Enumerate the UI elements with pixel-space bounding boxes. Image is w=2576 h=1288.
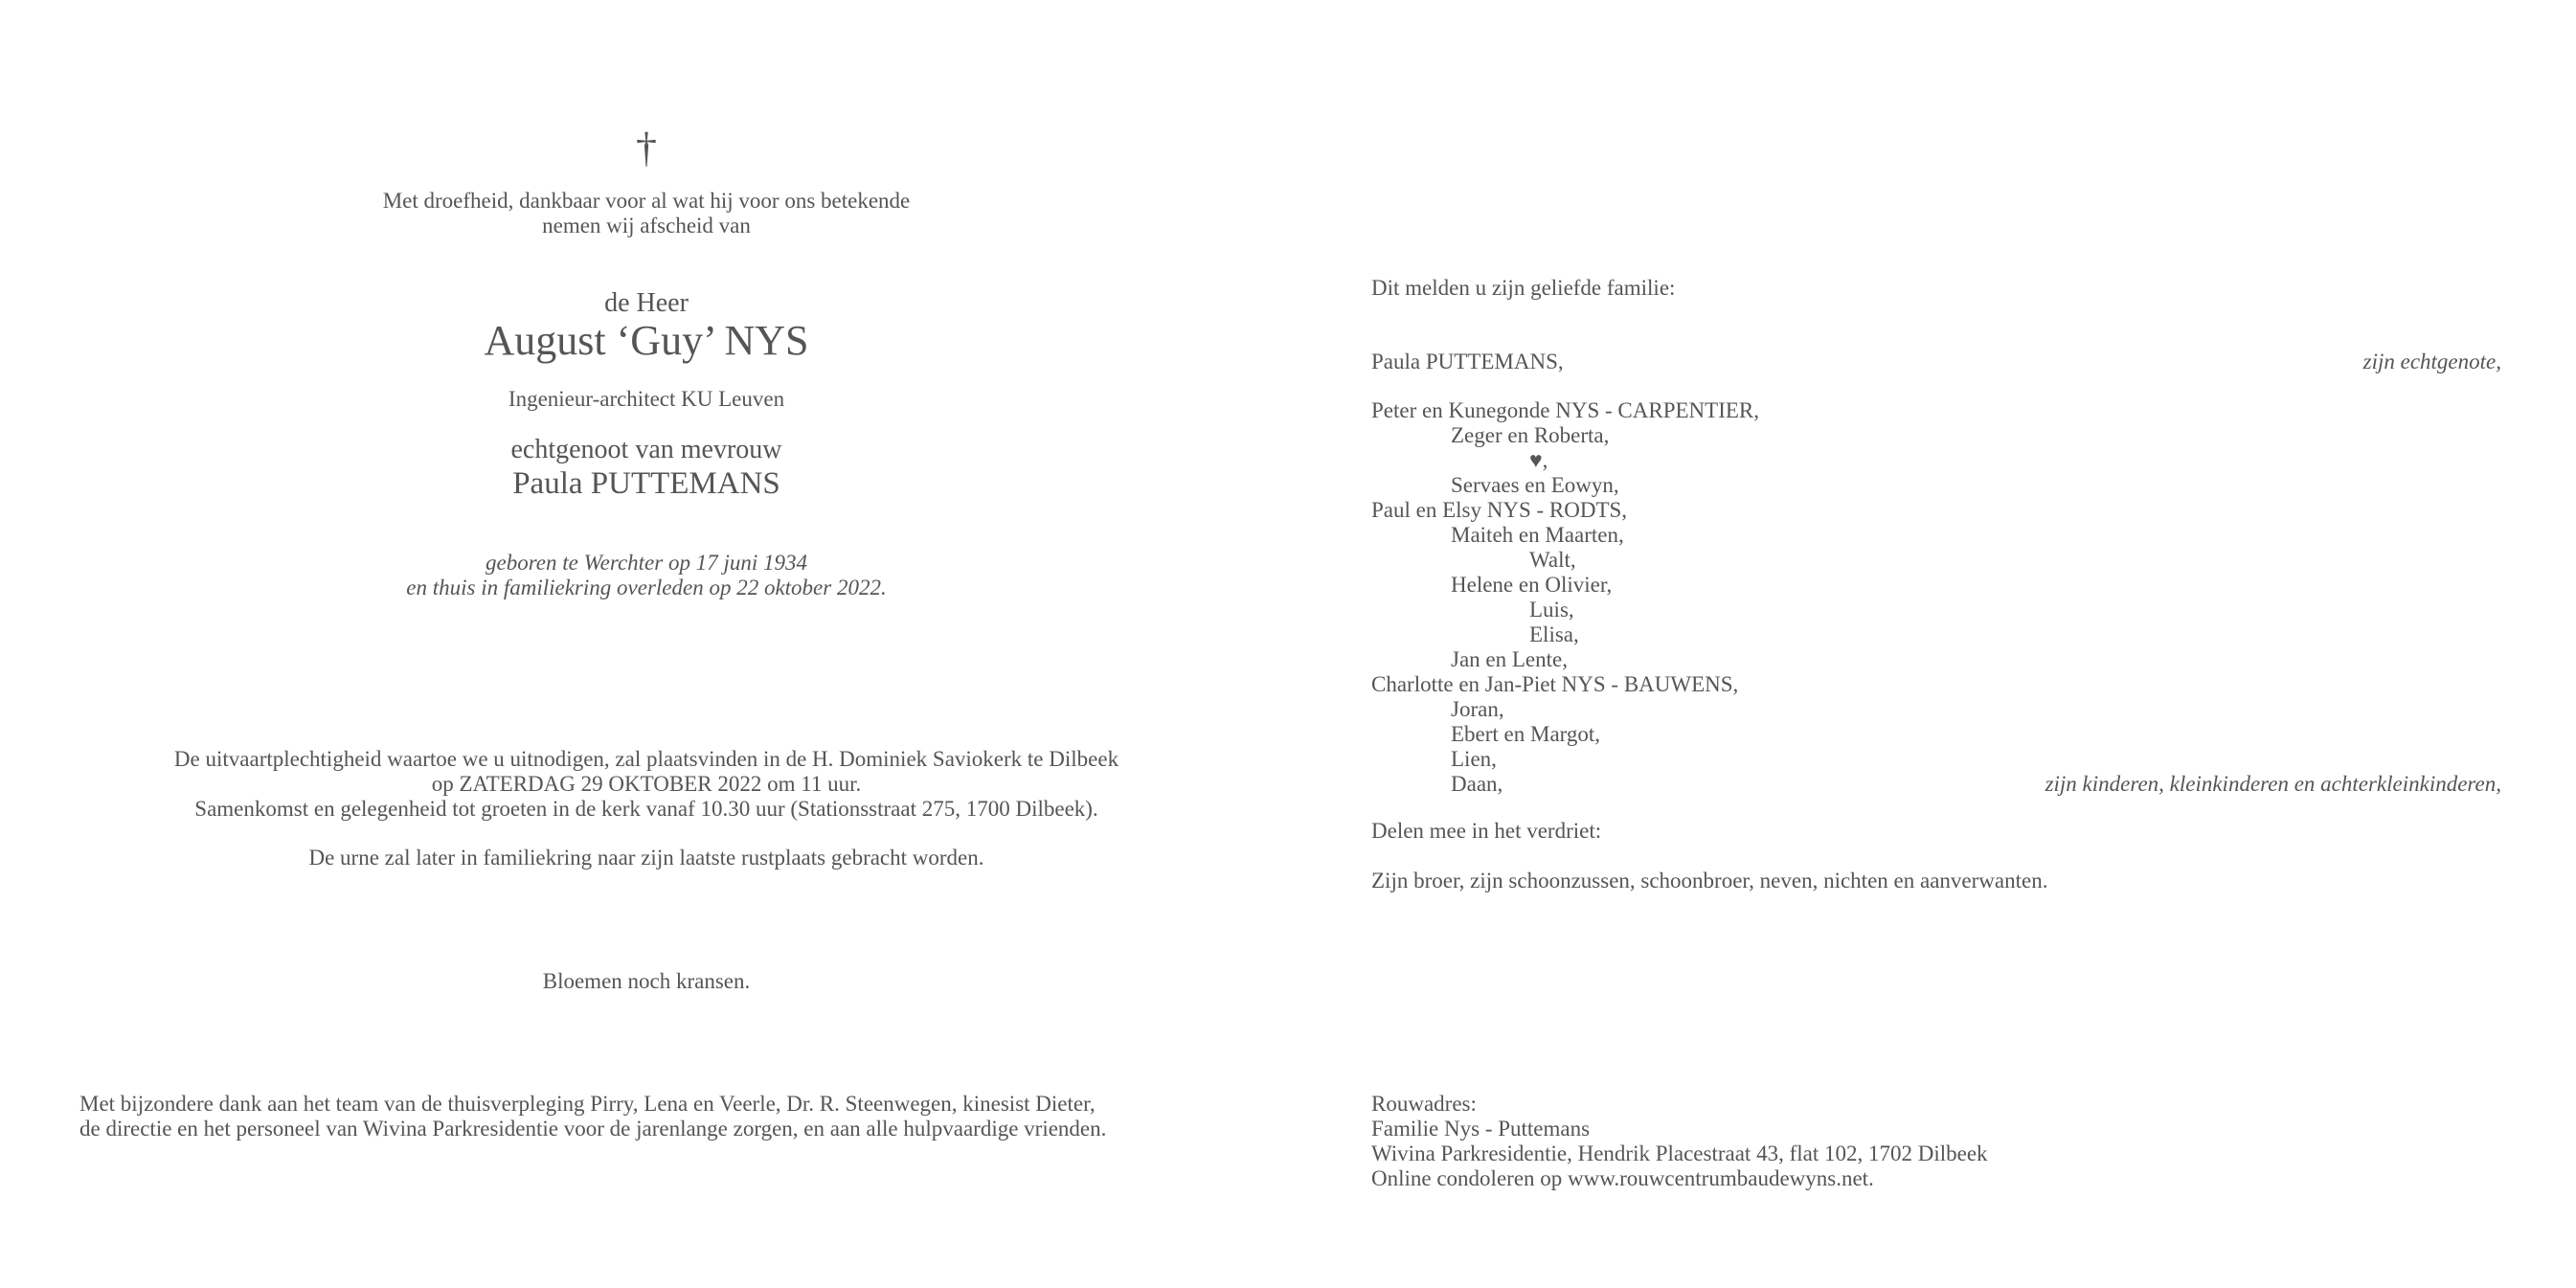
spouse-entry: Paula PUTTEMANS,	[1371, 350, 1564, 373]
family-member-name: Walt,	[1529, 548, 1576, 572]
ceremony-line-3: Samenkomst en gelegenheid tot groeten in de kerk vanaf 10.30 uur (Stationsstraat 275, 1700 Dilbeek).	[194, 797, 1098, 821]
birth-text: geboren te Werchter op 17 juni 1934	[485, 551, 807, 575]
life-dates	[77, 551, 1216, 600]
cross-icon: †	[636, 124, 657, 171]
family-member-name: Elisa,	[1529, 622, 1579, 646]
address-online: Online condoleren op www.rouwcentrumbaudewyns.net.	[1371, 1166, 1874, 1190]
family-member-name: Luis,	[1529, 598, 1574, 621]
address-street: Wivina Parkresidentie, Hendrik Placestraat 43, flat 102, 1702 Dilbeek	[1371, 1141, 1988, 1165]
family-member-row	[1371, 423, 2501, 448]
urn-notice: De urne zal later in familiekring naar zijn laatste rustplaats gebracht worden.	[308, 846, 984, 870]
family-member-name: Peter en Kunegonde NYS - CARPENTIER,	[1371, 398, 1760, 422]
spouse-name: Paula PUTTEMANS	[512, 466, 780, 501]
family-member-name: Daan,	[1451, 772, 1503, 796]
family-member-row	[1371, 722, 2501, 747]
family-member-row	[1371, 747, 2501, 772]
right-panel	[1371, 0, 2501, 1288]
family-member-row	[1371, 647, 2501, 672]
intro-text	[77, 189, 1216, 238]
intro-line-1: Met droefheid, dankbaar voor al wat hij voor ons betekende	[382, 189, 911, 213]
family-member-row	[1371, 473, 2501, 498]
family-member-name: ♥,	[1529, 448, 1548, 472]
family-member-name: Ebert en Margot,	[1451, 722, 1601, 746]
family-member-name: Zeger en Roberta,	[1451, 423, 1610, 447]
family-member-row	[1371, 573, 2501, 598]
share-label: Delen mee in het verdriet:	[1371, 819, 1602, 843]
family-member-row	[1371, 548, 2501, 573]
family-member-name: Joran,	[1451, 697, 1504, 721]
thanks-text	[79, 1092, 1267, 1141]
spouse-role: zijn echtgenote,	[2362, 350, 2501, 373]
relatives-text: Zijn broer, zijn schoonzussen, schoonbroer, neven, nichten en aanverwanten.	[1371, 869, 2048, 893]
death-text: en thuis in familiekring overleden op 22 oktober 2022.	[406, 576, 887, 599]
family-member-name: Charlotte en Jan-Piet NYS - BAUWENS,	[1371, 672, 1739, 696]
family-member-name: Maiteh en Maarten,	[1451, 523, 1624, 547]
family-member-row	[1371, 697, 2501, 722]
family-member-row	[1371, 498, 2501, 523]
honorific: de Heer	[604, 288, 689, 318]
ceremony-line-2: op ZATERDAG 29 OKTOBER 2022 om 11 uur.	[431, 772, 862, 796]
flowers-notice: Bloemen noch kransen.	[542, 969, 751, 993]
family-member-row	[1371, 523, 2501, 548]
intro-line-2: nemen wij afscheid van	[542, 214, 751, 237]
family-list	[1371, 398, 2501, 797]
family-member-row	[1371, 772, 2501, 797]
condolence-address	[1371, 1092, 2501, 1191]
deceased-name: August ‘Guy’ NYS	[484, 317, 809, 364]
spouse-label: echtgenoot van mevrouw	[510, 435, 782, 464]
family-member-row	[1371, 622, 2501, 647]
family-member-row	[1371, 448, 2501, 473]
address-label: Rouwadres:	[1371, 1092, 1477, 1116]
thanks-line-1: Met bijzondere dank aan het team van de thuisverpleging Pirry, Lena en Veerle, Dr. R. Steenwegen, kinesist Dieter,	[79, 1092, 1096, 1116]
thanks-line-2: de directie en het personeel van Wivina Parkresidentie voor de jarenlange zorgen, en aan alle hulpvaardige vrienden.	[79, 1117, 1107, 1141]
family-intro: Dit melden u zijn geliefde familie:	[1371, 276, 1676, 300]
family-member-name: Lien,	[1451, 747, 1497, 771]
family-member-name: Servaes en Eowyn,	[1451, 473, 1619, 497]
family-member-name: Paul en Elsy NYS - RODTS,	[1371, 498, 1628, 522]
family-member-name: Helene en Olivier,	[1451, 573, 1613, 597]
ceremony-info	[77, 747, 1216, 822]
children-role: zijn kinderen, kleinkinderen en achterkleinkinderen,	[2045, 772, 2501, 796]
family-member-row	[1371, 598, 2501, 622]
profession: Ingenieur-architect KU Leuven	[508, 387, 785, 411]
family-member-row	[1371, 672, 2501, 697]
address-family: Familie Nys - Puttemans	[1371, 1117, 1591, 1141]
spouse-row	[1371, 350, 2501, 374]
family-member-row	[1371, 398, 2501, 423]
family-member-name: Jan en Lente,	[1451, 647, 1568, 671]
ceremony-line-1: De uitvaartplechtigheid waartoe we u uitnodigen, zal plaatsvinden in de H. Dominiek Saviokerk te Dilbeek	[173, 747, 1119, 771]
